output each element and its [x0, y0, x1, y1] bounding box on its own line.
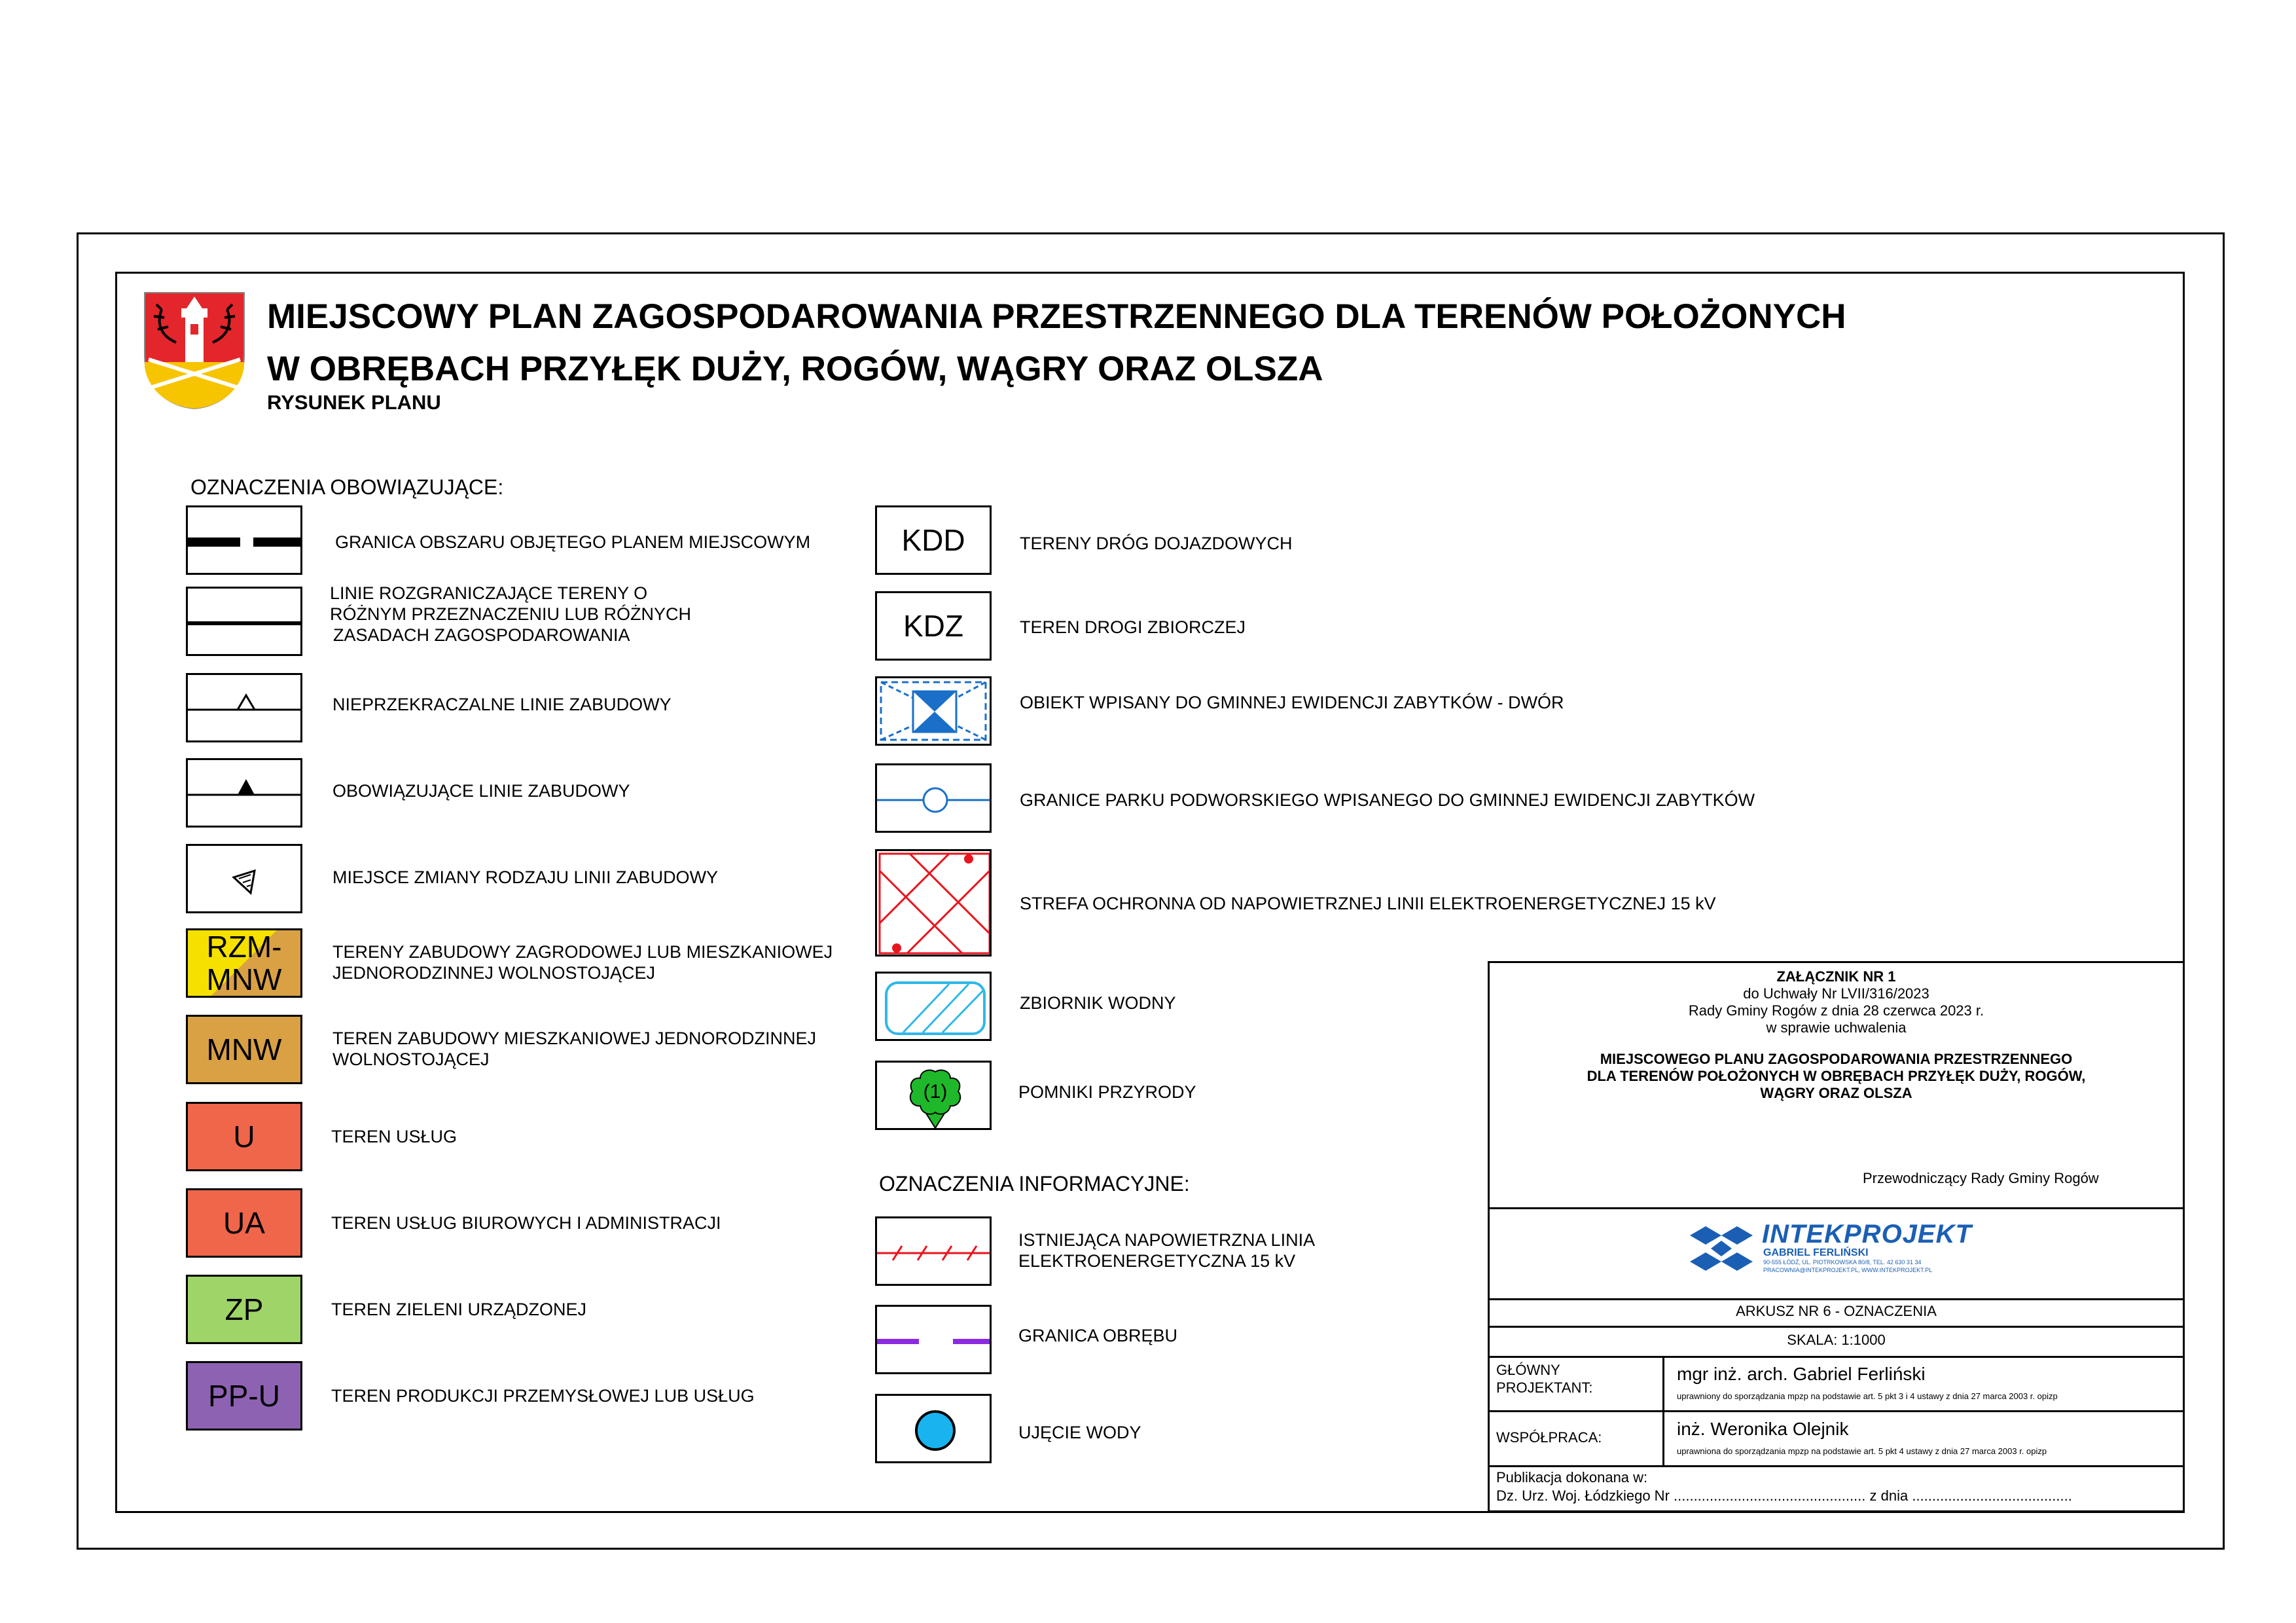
legend-label: WOLNOSTOJĄCEJ: [332, 1049, 490, 1069]
legend-label: TEREN PRODUKCJI PRZEMYSŁOWEJ LUB USŁUG: [331, 1386, 755, 1406]
zone-swatch-mnw: [186, 1015, 302, 1084]
symbol-natural-monument: [875, 1061, 992, 1130]
plan-name-line-1: MIEJSCOWEGO PLANU ZAGOSPODAROWANIA PRZESTRZENNEGO: [1600, 1051, 2073, 1067]
section-mandatory-heading: OZNACZENIA OBOWIĄZUJĄCE:: [190, 475, 504, 499]
legend-label: TEREN ZABUDOWY MIESZKANIOWEJ JEDNORODZINNEJ: [332, 1029, 817, 1048]
coat-of-arms-emblem: [142, 290, 247, 411]
designer-role-line: GŁÓWNY: [1496, 1362, 1560, 1378]
legend-label: ISTNIEJĄCA NAPOWIETRZNA LINIA: [1018, 1230, 1316, 1250]
council-date: Rady Gminy Rogów z dnia 28 czerwca 2023 r.: [1688, 1002, 1984, 1019]
company-logo-icon: [1690, 1224, 1753, 1276]
chairman-signature-line: Przewodniczący Rady Gminy Rogów: [1863, 1170, 2099, 1186]
map-scale: SKALA: 1:1000: [1787, 1332, 1886, 1348]
legend-label: TEREN ZIELENI URZĄDZONEJ: [331, 1300, 587, 1319]
legend-label: NIEPRZEKRACZALNE LINIE ZABUDOWY: [332, 695, 672, 714]
legend-label: TEREN USŁUG BIUROWYCH I ADMINISTRACJI: [331, 1213, 721, 1233]
legend-label: RÓŻNYM PRZEZNACZENIU LUB RÓŻNYCH: [330, 604, 692, 624]
legend-label: ELEKTROENERGETYCZNA 15 kV: [1018, 1251, 1296, 1271]
zone-swatch-pp-u: [186, 1361, 302, 1431]
company-email: PRACOWNIA@INTEKPROJEKT.PL, WWW.INTEKPROJEKT.PL: [1763, 1267, 1933, 1273]
publication-journal: Dz. Urz. Woj. Łódzkiego Nr ................................................ z dnia ........................................: [1496, 1487, 2072, 1504]
zone-code: RZM-: [206, 930, 282, 964]
zone-swatch-u: [186, 1102, 302, 1171]
title-block: [1488, 961, 2185, 1512]
symbol-plan-boundary: [186, 505, 302, 575]
zone-code: MNW: [206, 962, 282, 996]
company-owner: GABRIEL FERLIŃSKI: [1763, 1247, 1869, 1258]
plan-name-line-3: WĄGRY ORAZ OLSZA: [1760, 1085, 1912, 1101]
plan-name-line-2: DLA TERENÓW POŁOŻONYCH W OBRĘBACH PRZYŁĘK DUŻY, ROGÓW,: [1587, 1068, 2086, 1084]
legend-label: POMNIKI PRZYRODY: [1018, 1082, 1196, 1102]
symbol-park-boundary: [875, 763, 992, 833]
legend-label: TERENY DRÓG DOJAZDOWYCH: [1020, 534, 1293, 553]
publication-label: Publikacja dokonana w:: [1496, 1469, 1648, 1486]
attachment-number: ZAŁĄCZNIK NR 1: [1776, 968, 1896, 985]
legend-label: LINIE ROZGRANICZAJĄCE TERENY O: [330, 583, 648, 603]
symbol-existing-power-line: [875, 1216, 992, 1286]
legend-label: OBOWIĄZUJĄCE LINIE ZABUDOWY: [332, 781, 630, 801]
company-address: 90-555 ŁÓDŹ, UL. PIOTRKOWSKA 80/8, TEL. 42 630 31 34: [1763, 1259, 1922, 1266]
company-name: INTEKPROJEKT: [1762, 1220, 1972, 1249]
legend-label: MIEJSCE ZMIANY RODZAJU LINII ZABUDOWY: [332, 867, 719, 887]
designer-name: mgr inż. arch. Gabriel Ferliński: [1677, 1364, 1926, 1384]
zone-code: U: [233, 1120, 255, 1154]
legend-label: OBIEKT WPISANY DO GMINNEJ EWIDENCJI ZABYTKÓW - DWÓR: [1020, 693, 1564, 712]
legend-label: TERENY ZABUDOWY ZAGRODOWEJ LUB MIESZKANIOWEJ: [332, 942, 833, 962]
zone-swatch-ua: [186, 1188, 302, 1258]
legend-label: ZASADACH ZAGOSPODAROWANIA: [333, 625, 630, 645]
zone-code: UA: [223, 1206, 265, 1240]
zone-code: PP-U: [208, 1379, 280, 1413]
legend-label: TEREN USŁUG: [331, 1127, 457, 1146]
symbol-heritage-manor: [875, 676, 992, 746]
designer-role-line: PROJEKTANT:: [1496, 1379, 1593, 1396]
legend-label: GRANICA OBRĘBU: [1018, 1326, 1178, 1345]
symbol-non-exceedable-building-line: [186, 673, 302, 742]
legend-label: ZBIORNIK WODNY: [1020, 993, 1176, 1013]
road-code: KDD: [901, 523, 965, 557]
symbol-demarcation-line: [186, 587, 302, 656]
symbol-water-reservoir: [875, 972, 992, 1041]
symbol-mandatory-building-line: [186, 758, 302, 828]
legend-label: TEREN DROGI ZBIORCZEJ: [1020, 617, 1246, 637]
symbol-water-intake: [875, 1394, 992, 1463]
symbol-precinct-boundary: [875, 1305, 992, 1374]
designer-qualification: uprawniony do sporządzania mpzp na podstawie art. 5 pkt 3 i 4 ustawy z dnia 27 marca 2003 r. opizp: [1677, 1391, 2058, 1401]
plan-title-line-1: MIEJSCOWY PLAN ZAGOSPODAROWANIA PRZESTRZENNEGO DLA TERENÓW POŁOŻONYCH: [267, 297, 1846, 336]
legend-label: GRANICA OBSZARU OBJĘTEGO PLANEM MIEJSCOWYM: [335, 532, 811, 552]
sheet-number: ARKUSZ NR 6 - OZNACZENIA: [1736, 1303, 1937, 1319]
plan-title-line-2: W OBRĘBACH PRZYŁĘK DUŻY, ROGÓW, WĄGRY ORAZ OLSZA: [267, 350, 1323, 388]
cooperation-role: WSPÓŁPRACA:: [1496, 1429, 1602, 1446]
cooperator-name: inż. Weronika Olejnik: [1677, 1419, 1849, 1439]
monument-marker: (1): [923, 1081, 948, 1103]
legend-label: JEDNORODZINNEJ WOLNOSTOJĄCEJ: [332, 963, 656, 983]
road-code-kdd: [875, 505, 992, 575]
legend-label: STREFA OCHRONNA OD NAPOWIETRZNEJ LINII ELEKTROENERGETYCZNEJ 15 kV: [1020, 894, 1716, 913]
section-informational-heading: OZNACZENIA INFORMACYJNE:: [879, 1172, 1190, 1195]
road-code-kdz: [875, 591, 992, 661]
cooperator-qualification: uprawniona do sporządzania mpzp na podstawie art. 5 pkt 4 ustawy z dnia 27 marca 2003 r. opizp: [1677, 1446, 2047, 1456]
legend-label: GRANICE PARKU PODWORSKIEGO WPISANEGO DO GMINNEJ EWIDENCJI ZABYTKÓW: [1020, 790, 1755, 810]
symbol-power-line-protection-zone: [875, 849, 992, 957]
zone-swatch-rzm-mnw: [186, 928, 302, 998]
zone-code: MNW: [206, 1032, 282, 1067]
zone-swatch-zp: [186, 1275, 302, 1344]
road-code: KDZ: [903, 609, 963, 643]
resolution-matter: w sprawie uchwalenia: [1766, 1019, 1907, 1036]
plan-subtitle: RYSUNEK PLANU: [267, 391, 441, 414]
zone-code: ZP: [224, 1292, 264, 1326]
legend-label: UJĘCIE WODY: [1018, 1423, 1141, 1442]
resolution-number: do Uchwały Nr LVII/316/2023: [1743, 985, 1929, 1002]
symbol-building-line-change: [186, 844, 302, 913]
designer-role: [1496, 1361, 1593, 1396]
